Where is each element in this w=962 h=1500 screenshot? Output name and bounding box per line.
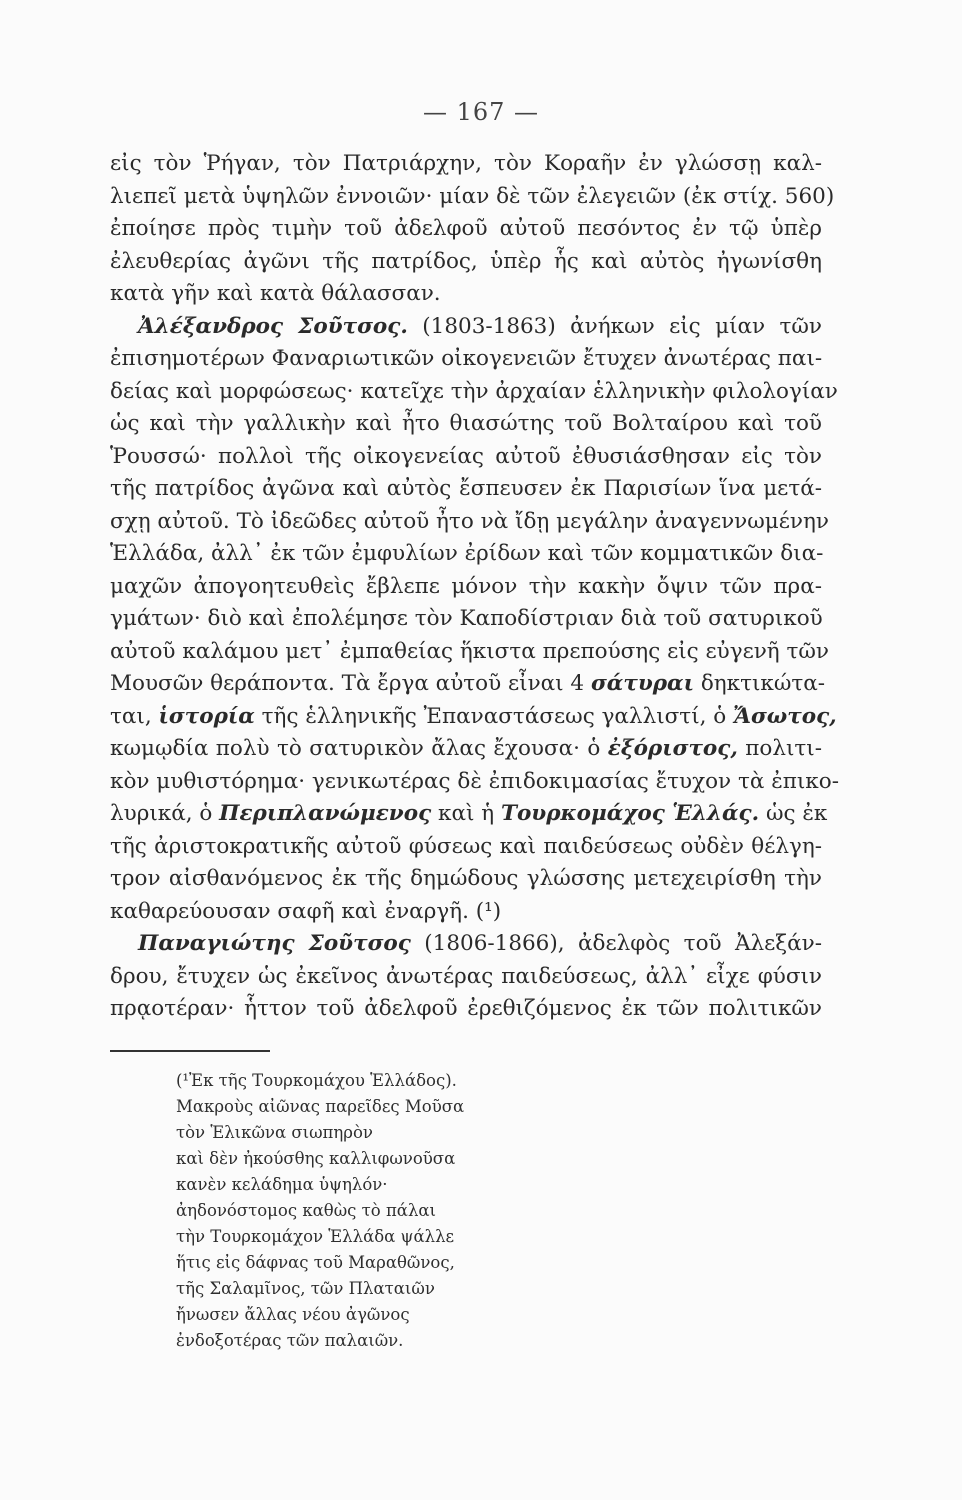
text-line: ἐλευθερίας ἀγῶνι τῆς πατρίδος, ὑπὲρ ἧς καὶ αὐτὸς ἠγωνίσθη — [110, 248, 822, 274]
text-line: αὐτοῦ καλάμου μετ᾽ ἐμπαθείας ἥκιστα πρεπούσης εἰς εὐγενῆ τῶν — [110, 638, 829, 664]
text-segment: λυρικά, ὁ — [110, 801, 220, 826]
text-line: Ἑλλάδα, ἀλλ᾽ ἐκ τῶν ἐμφυλίων ἐρίδων καὶ τῶν κομματικῶν δια- — [110, 541, 824, 566]
text-segment: τῆς ἑλληνικῆς Ἐπαναστάσεως γαλλιστί, ὁ — [254, 703, 734, 729]
text-line: ὡς καὶ τὴν γαλλικὴν καὶ ἦτο θιασώτης τοῦ Βολταίρου καὶ τοῦ — [110, 411, 822, 436]
footnote — [176, 1068, 576, 1354]
text-line: πρᾳοτέραν· ἧττον τοῦ ἀδελφοῦ ἐρεθιζόμενος ἐκ τῶν πολιτικῶν — [110, 996, 822, 1021]
heading-panagiotis-soutsos: Παναγιώτης Σοῦτσος — [138, 931, 411, 956]
main-text — [110, 148, 839, 1026]
text-line: εἰς τὸν Ῥήγαν, τὸν Πατριάρχην, τὸν Κοραῆν ἐν γλώσσῃ καλ- — [110, 151, 822, 176]
text-segment: Μουσῶν θεράποντα. Τὰ ἔργα αὐτοῦ εἶναι 4 — [110, 671, 591, 696]
work-title-tourkomachos-ellas: Τουρκομάχος Ἑλλάς. — [500, 801, 760, 826]
footnote-line: τῆς Σαλαμῖνος, τῶν Πλαταιῶν — [176, 1279, 435, 1298]
text-line: δρου, ἔτυχεν ὡς ἐκεῖνος ἀνωτέρας παιδεύσεως, ἀλλ᾽ εἶχε φύσιν — [110, 963, 822, 989]
text-line: κὸν μυθιστόρημα· γενικωτέρας δὲ ἐπιδοκιμασίας ἔτυχον τὰ ἐπικο- — [110, 768, 839, 794]
footnote-line: καὶ δὲν ἠκούσθης καλλιφωνοῦσα — [176, 1149, 456, 1168]
footnote-line: τὸν Ἑλικῶνα σιωπηρὸν — [176, 1123, 373, 1142]
text-line: ἐποίησε πρὸς τιμὴν τοῦ ἀδελφοῦ αὐτοῦ πεσόντος ἐν τῷ ὑπὲρ — [110, 216, 822, 241]
work-title-asotos: Ἄσωτος, — [733, 703, 837, 729]
footnote-line: τὴν Τουρκομάχον Ἑλλάδα ψάλλε — [176, 1227, 455, 1246]
footnote-line: Μακροὺς αἰῶνας παρεῖδες Μοῦσα — [176, 1097, 465, 1116]
text-segment: πολιτι- — [737, 736, 822, 761]
footnote-line: κανὲν κελάδημα ὑψηλόν· — [176, 1175, 388, 1194]
text-segment: (1803-1863) ἀνήκων εἰς μίαν τῶν — [407, 313, 822, 339]
text-line: κατὰ γῆν καὶ κατὰ θάλασσαν. — [110, 281, 441, 306]
text-line — [110, 733, 822, 766]
text-line: γμάτων· διὸ καὶ ἐπολέμησε τὸν Καποδίστριαν διὰ τοῦ σατυρικοῦ — [110, 606, 823, 631]
text-segment: δηκτικώτα- — [693, 671, 826, 696]
work-title-satyrai: σάτυραι — [590, 671, 694, 696]
text-segment: καὶ ἡ — [431, 801, 501, 826]
text-segment: (1806-1866), ἀδελφὸς τοῦ Ἀλεξάν- — [410, 931, 822, 956]
footnote-line: ἀηδονόστομος καθὼς τὸ πάλαι — [176, 1201, 437, 1220]
text-line: δείας καὶ μορφώσεως· κατεῖχε τὴν ἀρχαίαν ἑλληνικὴν φιλολογίαν — [110, 378, 838, 404]
page-number: — 167 — — [422, 98, 540, 126]
footnote-line: ἥτις εἰς δάφνας τοῦ Μαραθῶνος, — [176, 1253, 455, 1272]
text-segment: κωμῳδία πολὺ τὸ σατυρικὸν ἄλας ἔχουσα· ὁ — [110, 736, 608, 761]
heading-alexandros-soutsos: Ἀλέξανδρος Σοῦτσος. — [138, 313, 408, 339]
text-line: τρον αἰσθανόμενος ἐκ τῆς δημώδους γλώσσης μετεχειρίσθη τὴν — [110, 866, 822, 891]
work-title-istoria: ἱστορία — [158, 703, 255, 729]
text-segment: ὡς ἐκ — [759, 801, 828, 826]
work-title-exoristos: ἐξόριστος, — [607, 736, 738, 761]
paragraph-panagiotis — [110, 928, 822, 961]
text-line: ἐπισημοτέρων Φαναριωτικῶν οἰκογενειῶν ἔτυχεν ἀνωτέρας παι- — [110, 346, 823, 371]
text-line: σχῃ αὐτοῦ. Τὸ ἰδεῶδες αὐτοῦ ἦτο νὰ ἴδῃ μεγάλην ἀναγεννωμένην — [110, 508, 829, 534]
text-line — [110, 798, 828, 831]
text-line: καθαρεύουσαν σαφῆ καὶ ἐναργῆ. (¹) — [110, 898, 502, 924]
text-line: μαχῶν ἀπογοητευθεὶς ἔβλεπε μόνον τὴν κακὴν ὄψιν τῶν πρα- — [110, 573, 822, 599]
footnote-divider — [110, 1050, 270, 1052]
text-line: λιεπεῖ μετὰ ὑψηλῶν ἐννοιῶν· μίαν δὲ τῶν ἐλεγειῶν (ἐκ στίχ. 560) — [110, 183, 835, 209]
text-line — [110, 701, 837, 734]
text-line — [110, 668, 826, 701]
text-line: τῆς ἀριστοκρατικῆς αὐτοῦ φύσεως καὶ παιδεύσεως οὐδὲν θέλγη- — [110, 833, 822, 859]
work-title-periplanomenos: Περιπλανώμενος — [219, 801, 432, 826]
footnote-line: ἤνωσεν ἄλλας νέου ἀγῶνος — [176, 1305, 410, 1324]
paragraph-alexandros — [110, 311, 822, 344]
footnote-line: (¹Ἐκ τῆς Τουρκομάχου Ἑλλάδος). — [176, 1071, 457, 1090]
text-line: τῆς πατρίδος ἀγῶνα καὶ αὐτὸς ἔσπευσεν ἐκ Παρισίων ἵνα μετά- — [110, 476, 822, 501]
text-segment: ται, — [110, 703, 159, 729]
text-line: Ῥουσσώ· πολλοὶ τῆς οἰκογενείας αὐτοῦ ἐθυσιάσθησαν εἰς τὸν — [110, 443, 822, 469]
footnote-line: ἐνδοξοτέρας τῶν παλαιῶν. — [176, 1331, 404, 1350]
